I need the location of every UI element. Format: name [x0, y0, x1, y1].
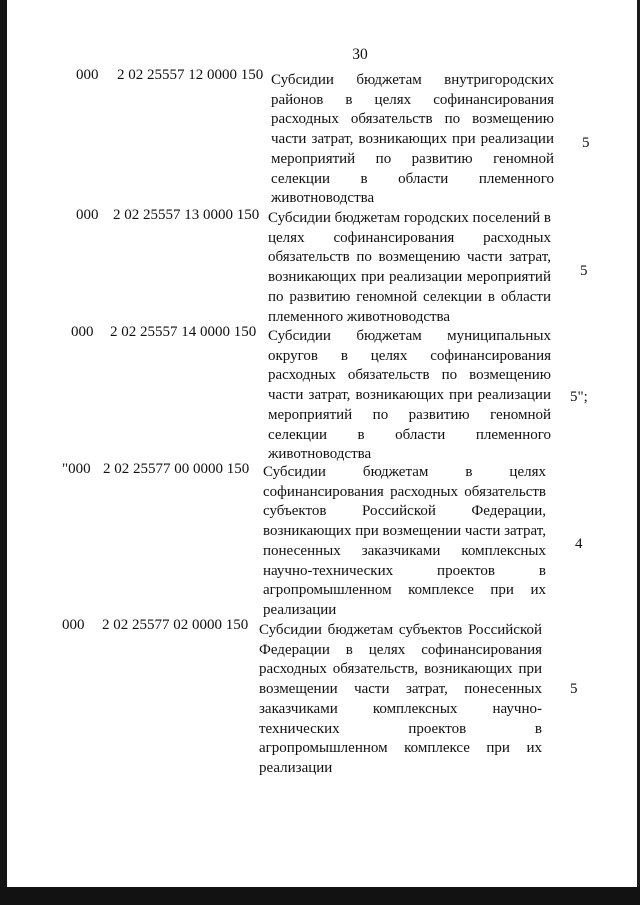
scan-edge-left	[0, 0, 7, 905]
row-5-admin-code: 000	[62, 617, 85, 633]
row-1-value: 5	[582, 135, 590, 151]
row-1-description: Субсидии бюджетам внутригородских районов в целях софинансирования расходных обязательств по возмещению части затрат, возникающих при реализации мероприятий по развитию геномной селекции в области племенного животноводства	[271, 72, 554, 207]
row-2-description: Субсидии бюджетам городских поселений в целях софинансирования расходных обязательств по возмещению части затрат, возникающих при реализации мероприятий по развитию геномной селекции в области племенного животноводства	[268, 210, 552, 325]
row-5-value: 5	[570, 681, 578, 697]
row-1-budget-code: 2 02 25557 12 0000 150	[117, 67, 264, 83]
row-3-value: 5";	[570, 389, 588, 405]
scan-edge-bottom	[0, 887, 640, 905]
row-2-value: 5	[580, 263, 588, 279]
row-3-budget-code: 2 02 25557 14 0000 150	[110, 324, 257, 340]
row-4-budget-code: 2 02 25577 00 0000 150	[103, 461, 250, 477]
row-3-admin-code: 000	[71, 324, 94, 340]
row-5-description: Субсидии бюджетам субъектов Российской Федерации в целях софинансирования расходных обязательств, возникающих при возмещении части затрат, понесенных заказчиками комплексных научно-технических проектов в агропромышленном комплексе при их реализации	[259, 622, 542, 776]
row-1-admin-code: 000	[76, 67, 99, 83]
row-2-budget-code: 2 02 25557 13 0000 150	[113, 207, 260, 223]
row-5-budget-code: 2 02 25577 02 0000 150	[102, 617, 249, 633]
page-number: 30	[352, 46, 368, 63]
row-3-description: Субсидии бюджетам муниципальных округов в целях софинансирования расходных обязательств по возмещению части затрат, возникающих при реализации мероприятий по развитию геномной селекции в области племенного животноводства	[268, 328, 551, 463]
row-4-value: 4	[575, 536, 583, 552]
row-4-description: Субсидии бюджетам в целях софинансирования расходных обязательств субъектов Российской Федерации, возникающих при возмещении части затрат, понесенных заказчиками комплексных научно-технических проектов в агропромышленном комплексе при их реализации	[263, 464, 546, 618]
row-2-admin-code: 000	[76, 207, 99, 223]
row-4-admin-code: "000	[62, 461, 91, 477]
